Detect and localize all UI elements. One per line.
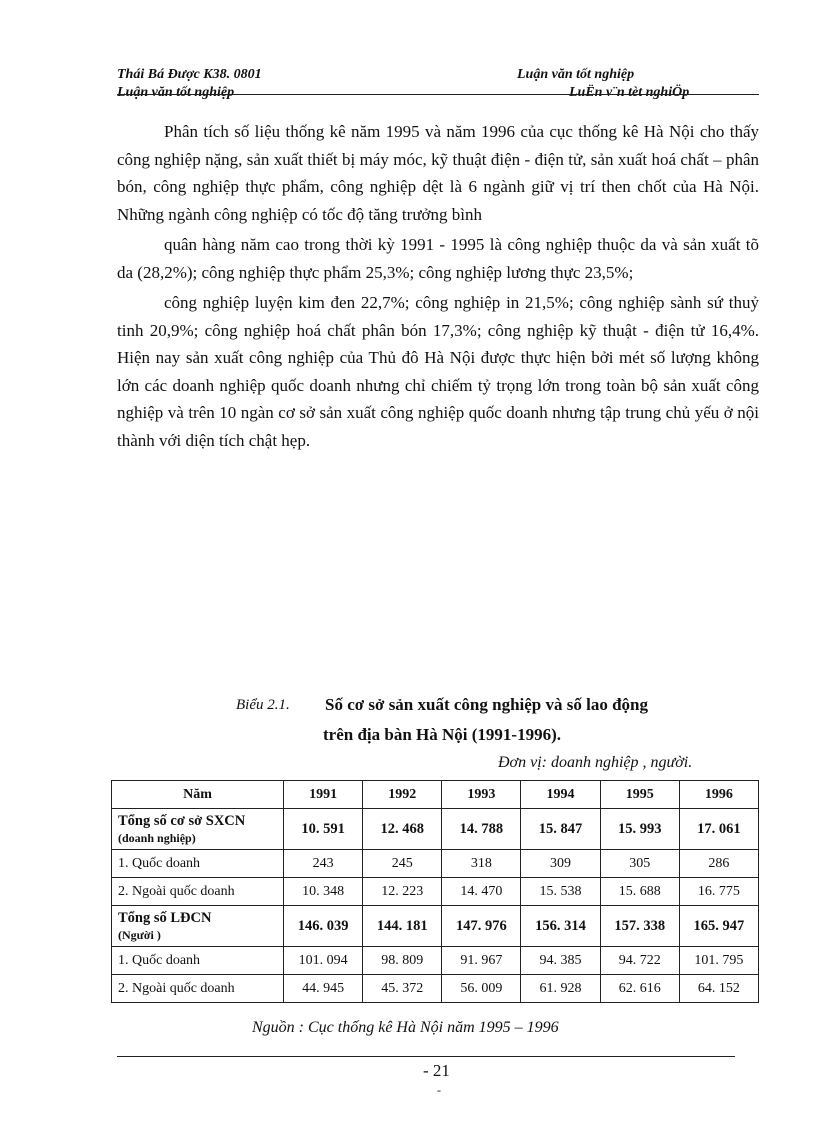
- table-cell: 15. 538: [521, 878, 600, 906]
- page-number: - 21: [423, 1061, 450, 1080]
- body-text: [117, 118, 759, 454]
- footer-rule: [117, 1056, 735, 1057]
- header-cell-year-label: Năm: [112, 781, 284, 809]
- table-cell: 309: [521, 850, 600, 878]
- paragraph: Phân tích số liệu thống kê năm 1995 và năm 1996 của cục thống kê Hà Nội cho thấy công nghiệp nặng, sản xuất thiết bị máy móc, kỹ thuật điện - điện tử, sản xuất hoá chất – phân bón, công nghiệp thực phẩm, công nghiệp dệt là 6 ngành giữ vị trí then chốt của Hà Nội. Những ngành công nghiệp có tốc độ tăng trưởng bình: [117, 122, 759, 224]
- table-row: [112, 975, 759, 1003]
- table-header-row: [112, 781, 759, 809]
- table-row: [112, 809, 759, 850]
- table-source: Nguồn : Cục thống kê Hà Nội năm 1995 – 1996: [252, 1019, 559, 1036]
- table-row: [112, 947, 759, 975]
- row-label-sub: (doanh nghiệp): [118, 831, 196, 845]
- table-cell: 318: [442, 850, 521, 878]
- header-cell-year: 1996: [679, 781, 758, 809]
- header-cell-year: 1993: [442, 781, 521, 809]
- table-cell: 17. 061: [679, 809, 758, 850]
- header-doc-type-right: LuËn v¨n tèt nghiÖp: [569, 85, 690, 100]
- table-cell: 305: [600, 850, 679, 878]
- table-cell: 44. 945: [284, 975, 363, 1003]
- row-label: [112, 906, 284, 947]
- row-label: 1. Quốc doanh: [112, 850, 284, 878]
- table-title-line1: Số cơ sở sản xuất công nghiệp và số lao động: [325, 695, 649, 714]
- table-cell: 144. 181: [363, 906, 442, 947]
- table-cell: 12. 223: [363, 878, 442, 906]
- table-cell: 94. 385: [521, 947, 600, 975]
- table-cell: 245: [363, 850, 442, 878]
- table-cell: 56. 009: [442, 975, 521, 1003]
- table-cell: 15. 993: [600, 809, 679, 850]
- table-cell: 10. 591: [284, 809, 363, 850]
- table-row: [112, 878, 759, 906]
- footer-dash: -: [437, 1083, 441, 1097]
- header-cell-year: 1994: [521, 781, 600, 809]
- table-cell: 45. 372: [363, 975, 442, 1003]
- row-label-main: Tổng số cơ sở SXCN: [118, 813, 246, 829]
- table-cell: 165. 947: [679, 906, 758, 947]
- row-label-main: Tổng số LĐCN: [118, 910, 212, 926]
- row-label: 1. Quốc doanh: [112, 947, 284, 975]
- table-cell: 14. 788: [442, 809, 521, 850]
- header-doc-type-top: Luận văn tốt nghiệp: [517, 67, 635, 82]
- table-cell: 64. 152: [679, 975, 758, 1003]
- header-cell-year: 1995: [600, 781, 679, 809]
- table-cell: 243: [284, 850, 363, 878]
- header-author: Thái Bá Được K38. 0801: [117, 67, 262, 82]
- table-cell: 61. 928: [521, 975, 600, 1003]
- row-label-sub: (Người ): [118, 928, 161, 942]
- table-row: [112, 850, 759, 878]
- header-doc-type-left: Luận văn tốt nghiệp: [117, 85, 235, 100]
- table-cell: 91. 967: [442, 947, 521, 975]
- table-label: Biểu 2.1.: [236, 697, 290, 713]
- row-label: 2. Ngoài quốc doanh: [112, 975, 284, 1003]
- table-cell: 15. 688: [600, 878, 679, 906]
- paragraph: quân hàng năm cao trong thời kỳ 1991 - 1995 là công nghiệp thuộc da và sản xuất tõ da (28,2%); công nghiệp thực phẩm 25,3%; công nghiệp lương thực 23,5%;: [117, 235, 759, 282]
- table-cell: 15. 847: [521, 809, 600, 850]
- table-cell: 14. 470: [442, 878, 521, 906]
- header-rule: [117, 94, 759, 95]
- row-label: 2. Ngoài quốc doanh: [112, 878, 284, 906]
- table-cell: 98. 809: [363, 947, 442, 975]
- table-cell: 146. 039: [284, 906, 363, 947]
- table-title-line2: trên địa bàn Hà Nội (1991-1996).: [323, 725, 561, 744]
- table-cell: 157. 338: [600, 906, 679, 947]
- table-cell: 10. 348: [284, 878, 363, 906]
- header-cell-year: 1992: [363, 781, 442, 809]
- table-cell: 101. 094: [284, 947, 363, 975]
- row-label: [112, 809, 284, 850]
- table-unit: Đơn vị: doanh nghiệp , người.: [498, 754, 693, 771]
- table-cell: 62. 616: [600, 975, 679, 1003]
- paragraph: công nghiệp luyện kim đen 22,7%; công nghiệp in 21,5%; công nghiệp sành sứ thuỷ tinh 20,9%; công nghiệp hoá chất phân bón 17,3%; công nghiệp kỹ thuật - điện tử 16,4%. Hiện nay sản xuất công nghiệp của Thủ đô Hà Nội được thực hiện bởi mét số lượng không lớn các doanh nghiệp quốc doanh nhưng chỉ chiếm tỷ trọng lớn trong toàn bộ sản xuất công nghiệp và trên 10 ngàn cơ sở sản xuất công nghiệp quốc doanh nhưng tập trung chủ yếu ở nội thành với diện tích chật hẹp.: [117, 293, 759, 450]
- table-cell: 147. 976: [442, 906, 521, 947]
- table-cell: 12. 468: [363, 809, 442, 850]
- table-cell: 16. 775: [679, 878, 758, 906]
- table-row: [112, 906, 759, 947]
- header-cell-year: 1991: [284, 781, 363, 809]
- industry-table: [111, 780, 759, 1003]
- table-cell: 94. 722: [600, 947, 679, 975]
- table-cell: 156. 314: [521, 906, 600, 947]
- table-cell: 101. 795: [679, 947, 758, 975]
- table-cell: 286: [679, 850, 758, 878]
